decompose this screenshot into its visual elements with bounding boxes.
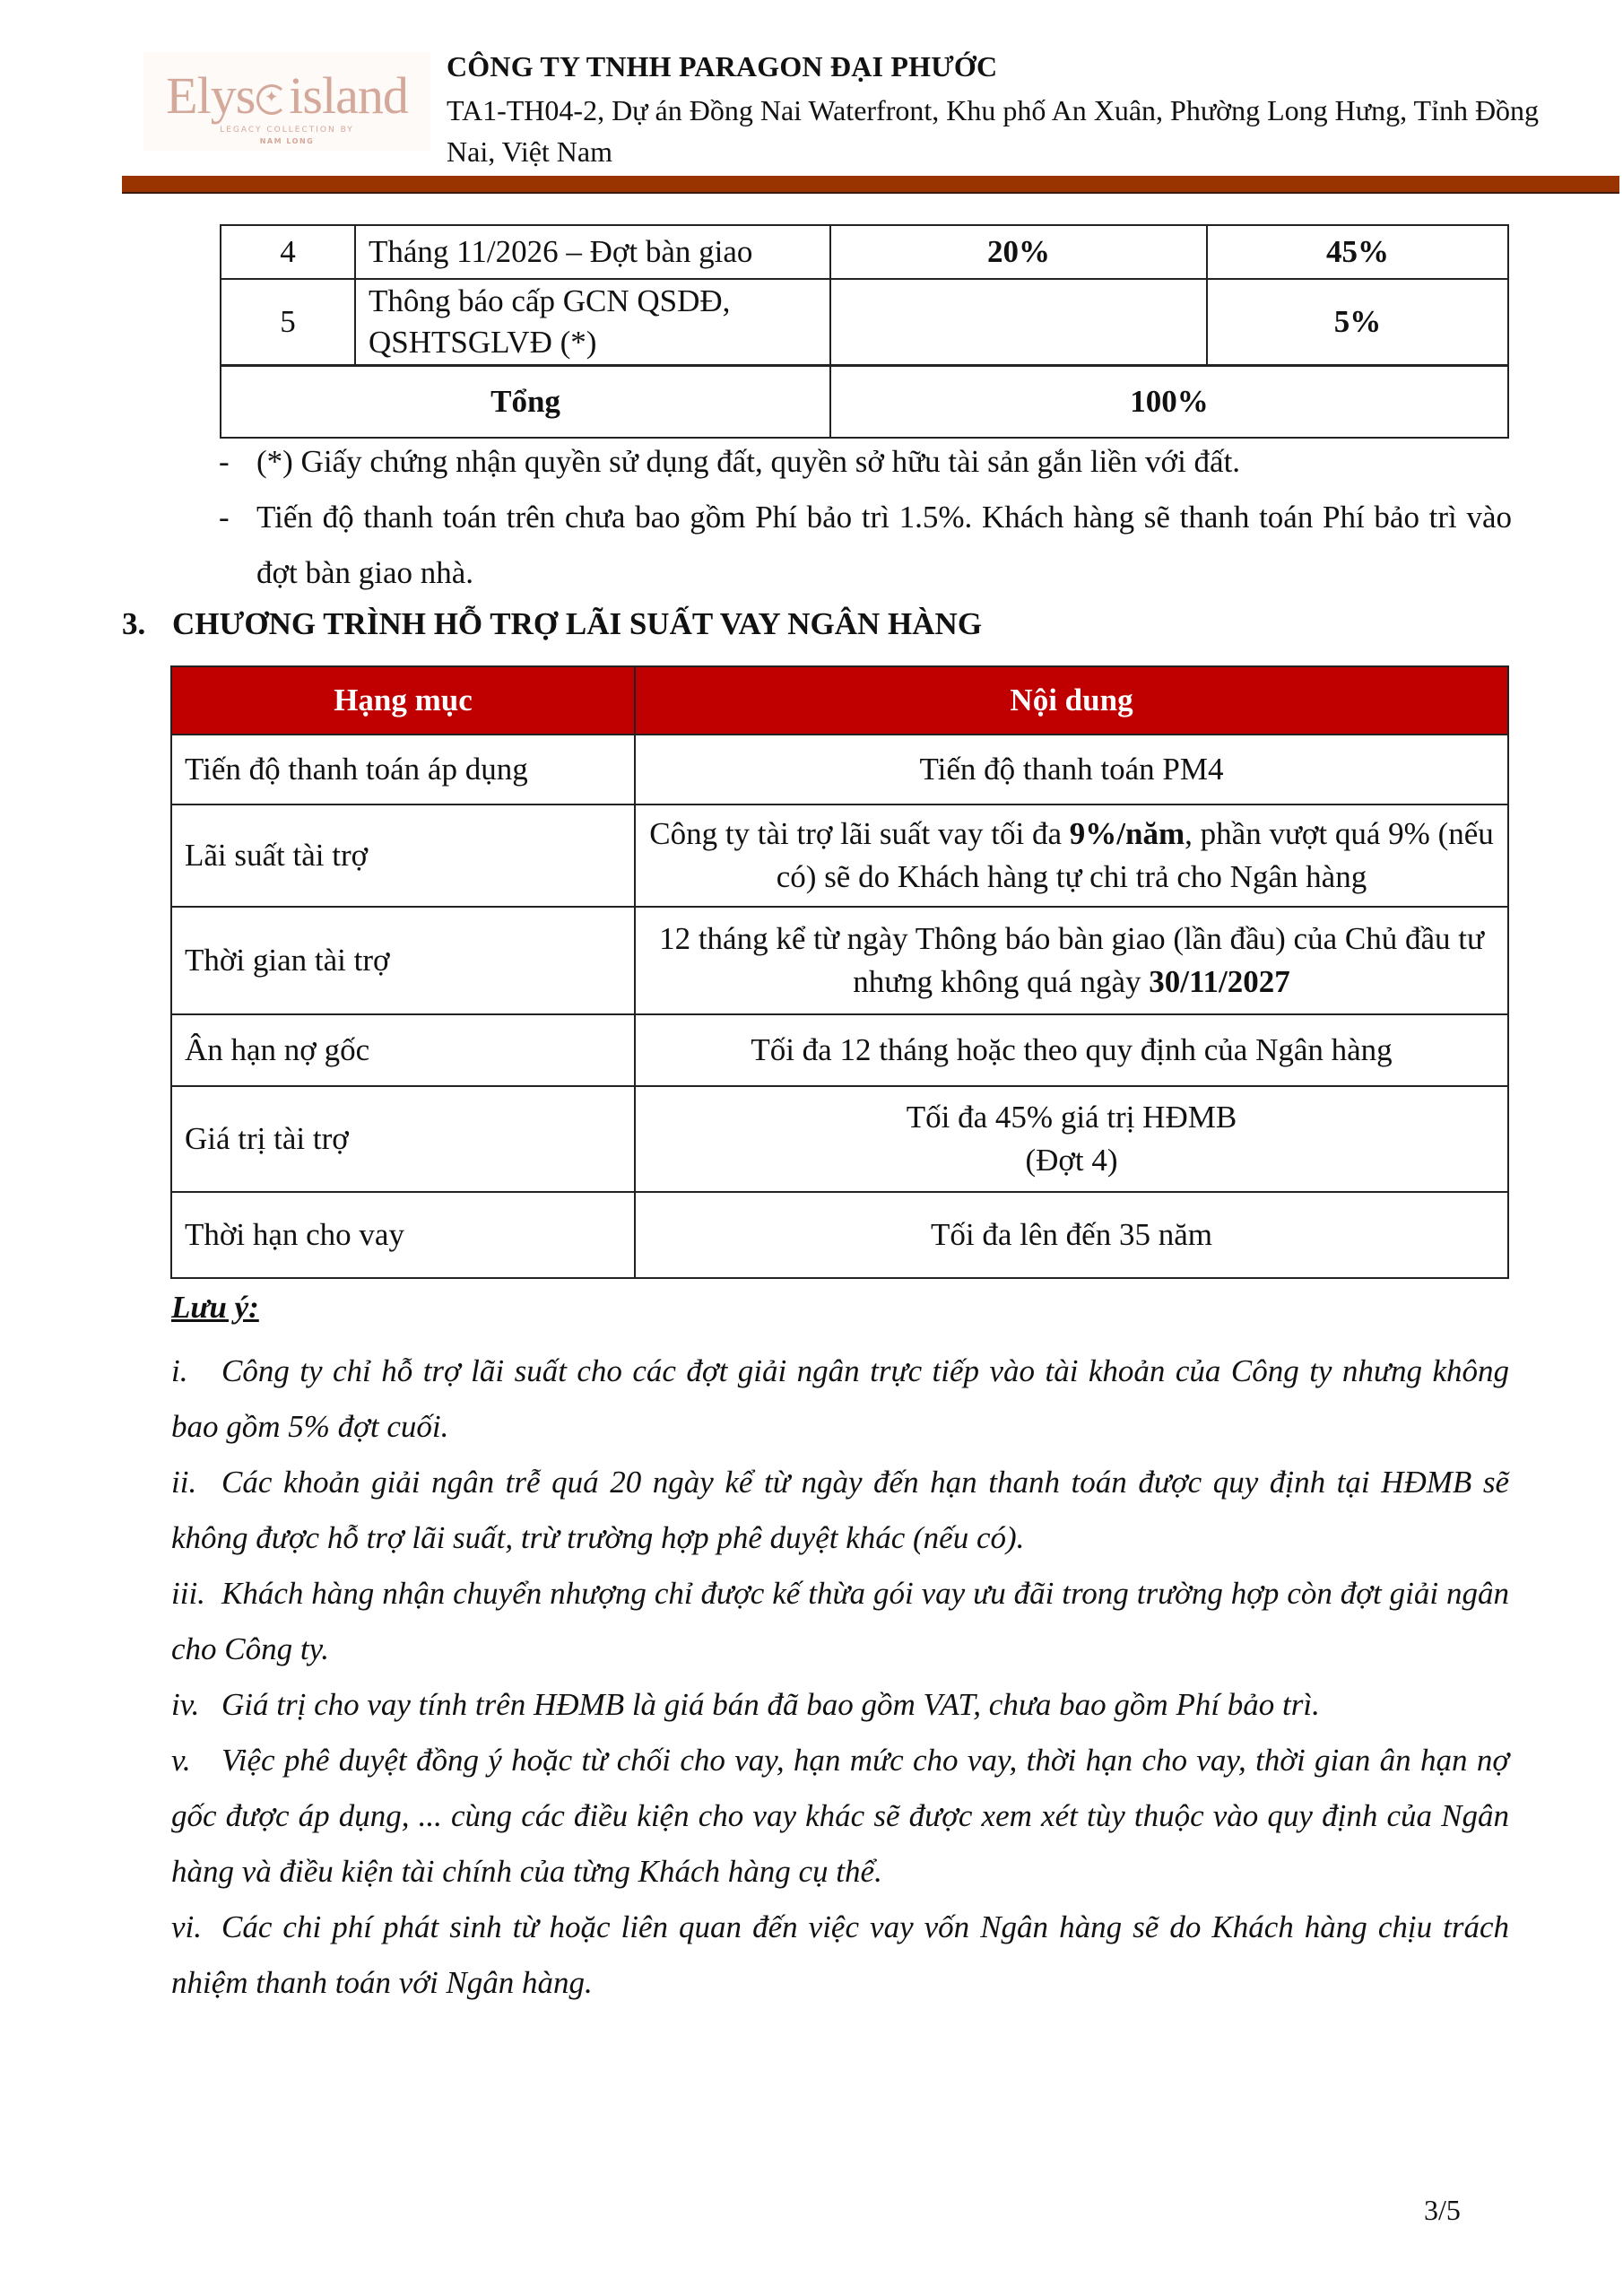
note-marker: iv. <box>171 1687 200 1722</box>
value-bold-text: 9%/năm <box>1069 816 1185 851</box>
payment-percent: 20% <box>830 225 1207 279</box>
payment-schedule-table <box>220 224 1509 439</box>
table-total-row <box>221 366 1508 439</box>
row-number: 5 <box>221 279 355 366</box>
company-address: TA1-TH04-2, Dự án Đồng Nai Waterfront, Khu phố An Xuân, Phường Long Hưng, Tỉnh Đồng Nai, Việt Nam <box>447 94 1540 168</box>
note-text: Giá trị cho vay tính trên HĐMB là giá bán đã bao gồm VAT, chưa bao gồm Phí bảo trì. <box>221 1687 1320 1722</box>
bullet-dash: - <box>219 444 230 479</box>
row-label: Tiến độ thanh toán áp dụng <box>171 735 635 804</box>
table-row <box>171 1014 1508 1086</box>
table-row <box>171 804 1508 907</box>
footnote-bullet <box>219 490 1519 601</box>
table-row <box>171 1192 1508 1278</box>
row-value <box>635 1014 1508 1086</box>
bullet-dash: - <box>219 500 230 535</box>
note-item <box>171 1344 1509 1455</box>
logo-tagline: LEGACY COLLECTION BY <box>220 126 354 135</box>
value-text: 12 tháng kể từ ngày Thông báo bàn giao (lần đầu) của Chủ đầu tư nhưng không quá ngày <box>659 921 1484 999</box>
loan-support-table <box>170 665 1509 1279</box>
note-text: Các khoản giải ngân trễ quá 20 ngày kể từ ngày đến hạn thanh toán được quy định tại HĐMB sẽ không được hỗ trợ lãi suất, trừ trường hợp phê duyệt khác (nếu có). <box>171 1465 1509 1555</box>
payment-stage: Thông báo cấp GCN QSDĐ, QSHTSGLVĐ (*) <box>355 279 830 366</box>
payment-stage: Tháng 11/2026 – Đợt bàn giao <box>355 225 830 279</box>
section-title: CHƯƠNG TRÌNH HỖ TRỢ LÃI SUẤT VAY NGÂN HÀNG <box>172 606 983 641</box>
table-header-row <box>171 666 1508 735</box>
value-text: Công ty tài trợ lãi suất vay tối đa <box>649 816 1070 851</box>
table-row <box>221 279 1508 366</box>
notes-list <box>171 1344 1509 2011</box>
note-item <box>171 1733 1509 1900</box>
cumulative-percent: 5% <box>1207 279 1508 366</box>
section-heading <box>122 606 982 642</box>
row-label: Lãi suất tài trợ <box>171 804 635 907</box>
table-row <box>221 225 1508 279</box>
bullet-text: Tiến độ thanh toán trên chưa bao gồm Phí bảo trì 1.5%. Khách hàng sẽ thanh toán Phí bảo trì vào đợt bàn giao nhà. <box>256 500 1512 590</box>
header-divider-bar <box>122 176 1619 194</box>
logo-wordmark: Elys✦ island <box>143 70 430 122</box>
payment-percent <box>830 279 1207 366</box>
note-text: Việc phê duyệt đồng ý hoặc từ chối cho vay, hạn mức cho vay, thời hạn cho vay, thời gian ân hạn nợ gốc được áp dụng, ... cùng các điều kiện cho vay khác sẽ được xem xét tùy thuộc vào quy định của Ngân hàng và điều kiện tài chính của từng Khách hàng cụ thể. <box>171 1743 1509 1889</box>
note-marker: v. <box>171 1743 191 1778</box>
footnote-bullet <box>219 434 1519 490</box>
value-text-line2: (Đợt 4) <box>1025 1143 1118 1178</box>
row-value <box>635 1086 1508 1192</box>
row-value <box>635 907 1508 1014</box>
note-text: Công ty chỉ hỗ trợ lãi suất cho các đợt giải ngân trực tiếp vào tài khoản của Công ty nhưng không bao gồm 5% đợt cuối. <box>171 1353 1509 1444</box>
row-label: Thời hạn cho vay <box>171 1192 635 1278</box>
note-marker: i. <box>171 1353 188 1388</box>
column-header-category: Hạng mục <box>171 666 635 735</box>
note-item <box>171 1677 1509 1733</box>
row-value <box>635 735 1508 804</box>
cumulative-percent: 45% <box>1207 225 1508 279</box>
column-header-content: Nội dung <box>635 666 1508 735</box>
note-item <box>171 1566 1509 1677</box>
note-marker: iii. <box>171 1576 205 1611</box>
value-text: Tối đa 45% giá trị HĐMB <box>906 1100 1237 1135</box>
row-label: Ân hạn nợ gốc <box>171 1014 635 1086</box>
note-marker: vi. <box>171 1909 203 1944</box>
table-row <box>171 735 1508 804</box>
logo-brand: NAM LONG <box>259 137 315 145</box>
note-item <box>171 1455 1509 1566</box>
note-text: Các chi phí phát sinh từ hoặc liên quan đến việc vay vốn Ngân hàng sẽ do Khách hàng chịu trách nhiệm thanh toán với Ngân hàng. <box>171 1909 1509 2000</box>
table-row <box>171 907 1508 1014</box>
company-logo <box>143 52 430 151</box>
row-value <box>635 804 1508 907</box>
notes-heading: Lưu ý: <box>171 1290 259 1325</box>
section-number: 3. <box>122 606 146 641</box>
table-row <box>171 1086 1508 1192</box>
note-marker: ii. <box>171 1465 197 1500</box>
row-label: Giá trị tài trợ <box>171 1086 635 1192</box>
company-name: CÔNG TY TNHH PARAGON ĐẠI PHƯỚC <box>447 50 998 83</box>
page-number: 3/5 <box>1424 2194 1461 2226</box>
logo-star-icon <box>256 84 287 115</box>
value-text: Tối đa lên đến 35 năm <box>931 1217 1212 1252</box>
value-bold-text: 30/11/2027 <box>1149 964 1290 999</box>
value-text: Tối đa 12 tháng hoặc theo quy định của Ngân hàng <box>751 1032 1393 1067</box>
row-number: 4 <box>221 225 355 279</box>
row-value <box>635 1192 1508 1278</box>
note-text: Khách hàng nhận chuyển nhượng chỉ được kế thừa gói vay ưu đãi trong trường hợp còn đợt giải ngân cho Công ty. <box>171 1576 1509 1666</box>
bullet-text: (*) Giấy chứng nhận quyền sử dụng đất, quyền sở hữu tài sản gắn liền với đất. <box>256 444 1241 479</box>
note-item <box>171 1900 1509 2011</box>
total-label: Tổng <box>221 366 830 439</box>
value-text: Tiến độ thanh toán PM4 <box>919 752 1224 787</box>
total-value: 100% <box>830 366 1508 439</box>
value-text: , phần vượt quá 9% (nếu có) sẽ do Khách hàng tự chi trả cho Ngân hàng <box>776 816 1494 894</box>
row-label: Thời gian tài trợ <box>171 907 635 1014</box>
